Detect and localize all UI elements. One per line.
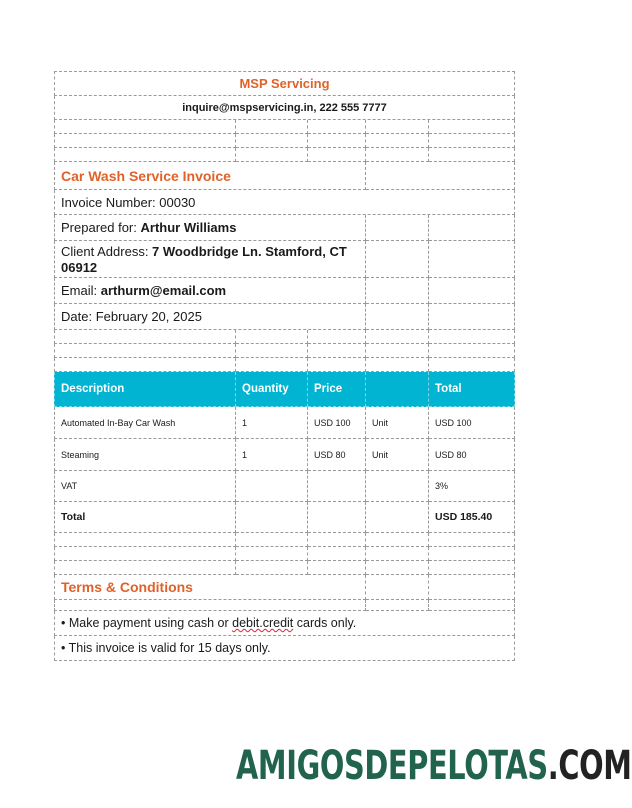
- header-price: Price: [308, 372, 366, 407]
- item-price: USD 100: [308, 407, 366, 439]
- company-name: MSP Servicing: [54, 71, 515, 96]
- date-row: [54, 304, 515, 330]
- item-total: 3%: [429, 471, 515, 502]
- client-address-row: [54, 241, 515, 278]
- table-row: [54, 471, 515, 502]
- header-quantity: Quantity: [236, 372, 308, 407]
- email-row: [54, 278, 515, 304]
- spacer-row: [54, 330, 515, 344]
- terms-line-row: [54, 611, 515, 636]
- invoice-date: Date: February 20, 2025: [54, 304, 366, 330]
- table-row: [54, 439, 515, 471]
- header-description: Description: [54, 372, 236, 407]
- client-address: Client Address: 7 Woodbridge Ln. Stamford, CT 06912: [54, 241, 366, 278]
- grand-total-label: Total: [54, 502, 236, 533]
- watermark-logo: [236, 738, 632, 794]
- invoice-sheet: [54, 71, 515, 661]
- client-email: Email: arthurm@email.com: [54, 278, 366, 304]
- item-quantity: [236, 471, 308, 502]
- spacer-row: [54, 358, 515, 372]
- invoice-number-row: [54, 190, 515, 215]
- terms-title: Terms & Conditions: [54, 575, 366, 600]
- invoice-title-row: [54, 162, 515, 190]
- item-price: USD 80: [308, 439, 366, 471]
- table-row: [54, 407, 515, 439]
- terms-line-payment: • Make payment using cash or debit.credit cards only.: [54, 611, 515, 636]
- item-unit: Unit: [366, 439, 429, 471]
- terms-line-row: [54, 636, 515, 661]
- prepared-for: Prepared for: Arthur Williams: [54, 215, 366, 241]
- spacer-row: [54, 134, 515, 148]
- item-unit: [366, 471, 429, 502]
- grand-total-value: USD 185.40: [429, 502, 515, 533]
- item-total: USD 80: [429, 439, 515, 471]
- spacer-row: [54, 148, 515, 162]
- item-quantity: 1: [236, 439, 308, 471]
- spacer-row: [54, 344, 515, 358]
- item-quantity: 1: [236, 407, 308, 439]
- item-price: [308, 471, 366, 502]
- contact-row: [54, 96, 515, 120]
- watermark-text: AMIGOSDEPELOTAS: [236, 743, 548, 789]
- company-row: [54, 71, 515, 96]
- item-description: VAT: [54, 471, 236, 502]
- spacer-row: [54, 561, 515, 575]
- item-description: Automated In-Bay Car Wash: [54, 407, 236, 439]
- terms-line-validity: • This invoice is valid for 15 days only.: [54, 636, 515, 661]
- prepared-for-row: [54, 215, 515, 241]
- invoice-number: Invoice Number: 00030: [54, 190, 515, 215]
- spacer-row: [54, 547, 515, 561]
- spacer-row: [54, 600, 515, 611]
- item-total: USD 100: [429, 407, 515, 439]
- header-total: Total: [429, 372, 515, 407]
- item-unit: Unit: [366, 407, 429, 439]
- watermark-domain: .COM: [547, 743, 632, 789]
- spacer-row: [54, 120, 515, 134]
- table-header-row: [54, 372, 515, 407]
- company-contact: inquire@mspservicing.in, 222 555 7777: [54, 96, 515, 120]
- spacer-row: [54, 533, 515, 547]
- invoice-title: Car Wash Service Invoice: [54, 162, 366, 190]
- item-description: Steaming: [54, 439, 236, 471]
- grand-total-row: [54, 502, 515, 533]
- terms-title-row: [54, 575, 515, 600]
